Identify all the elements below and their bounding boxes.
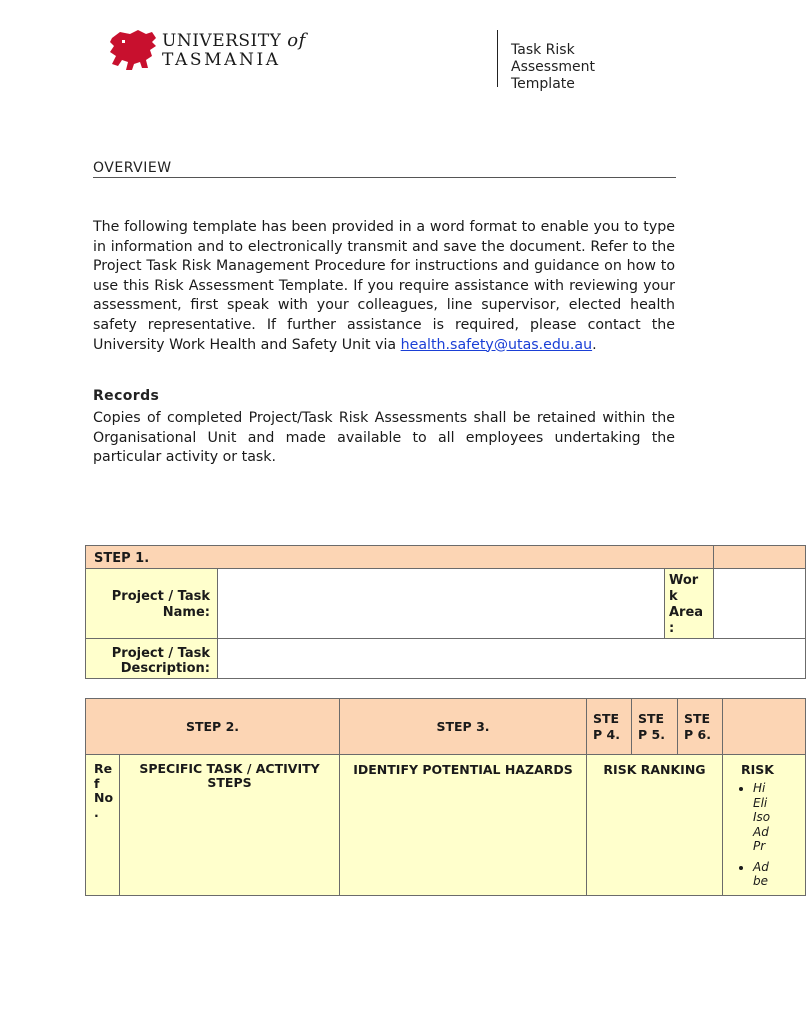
risk-controls-list [727,781,805,889]
document-title: Task Risk Assessment Template [511,42,595,92]
ref-no-label: Re f No . [86,755,120,896]
work-area-field[interactable] [714,569,806,639]
risk-controls-cell [723,755,806,896]
overview-paragraph [93,218,675,355]
logo-wordmark-line1: UNIVERSITY of [162,30,306,51]
step1-header-right [714,546,806,569]
step4-label: STE P 4. [587,699,632,755]
step5-label: STE P 5. [632,699,678,755]
step7-header [723,699,806,755]
records-heading: Records [93,388,160,404]
step2-label: STEP 2. [86,699,340,755]
overview-text-end: . [592,336,597,353]
logo-wordmark-line2: TASMANIA [162,50,281,70]
list-item: • Ad be [753,860,805,889]
step2-table [85,698,806,896]
overview-heading: OVERVIEW [93,160,676,178]
overview-text: The following template has been provided in a word format to enable you to type in information and to electronically transmit and save the document. Refer to the Project Task Risk Management Procedure for instructions and guidance on how to use this Risk Assessment Template. If you require assistance with reviewing your assessment, first speak with your colleagues, line supervisor, elected health safety representative. If further assistance is required, please contact the University Work Health and Safety Unit via [93,219,675,353]
project-task-description-field[interactable] [218,639,806,679]
step1-table [85,545,806,679]
step1-label: STEP 1. [86,546,714,569]
email-link[interactable]: health.safety@utas.edu.au [400,336,593,353]
work-area-label: Wor k Area : [665,569,714,639]
step3-label: STEP 3. [340,699,587,755]
project-task-name-label: Project / Task Name: [86,569,218,639]
specific-task-label: SPECIFIC TASK / ACTIVITY STEPS [120,755,340,896]
risk-controls-label: RISK [741,762,774,777]
identify-hazards-label: IDENTIFY POTENTIAL HAZARDS [340,755,587,896]
project-task-name-field[interactable] [218,569,665,639]
step6-label: STE P 6. [678,699,723,755]
project-task-description-label: Project / Task Description: [86,639,218,679]
risk-ranking-label: RISK RANKING [587,755,723,896]
header-divider [497,30,498,87]
records-paragraph: Copies of completed Project/Task Risk Assessments shall be retained within the Organisational Unit and made available to all employees undertaking the particular activity or task. [93,410,675,466]
list-item: • Hi Eli Iso Ad Pr [753,781,805,854]
